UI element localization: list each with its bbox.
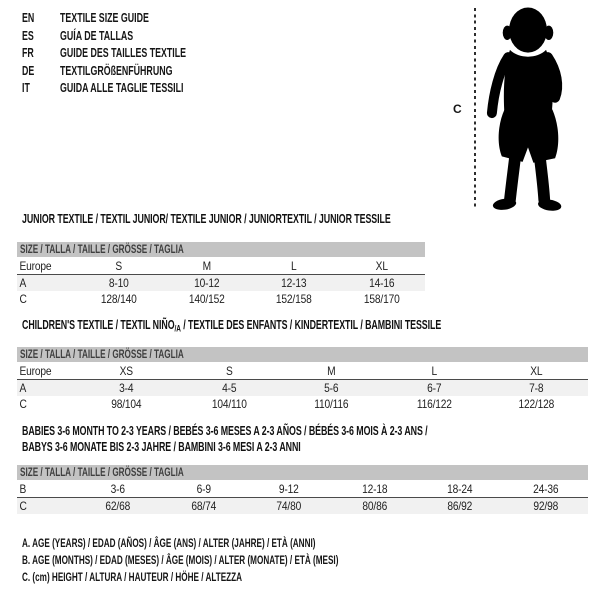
lang-title: GUIDE DES TAILLES TEXTILE	[60, 45, 187, 60]
table-cell: 5-6	[324, 381, 339, 395]
babies-table-rows	[17, 480, 588, 514]
table-cell: 24-36	[532, 481, 558, 496]
row-label: Europe	[19, 363, 52, 378]
table-cell: 7-8	[529, 381, 544, 395]
lang-row-de	[22, 62, 245, 80]
table-cell: M	[202, 258, 211, 273]
size-header-bar	[17, 347, 588, 362]
table-cell: S	[225, 363, 233, 378]
height-measure-dotted-line	[474, 8, 476, 209]
lang-row-it	[22, 79, 245, 97]
table-cell: XL	[375, 258, 388, 273]
row-label: Europe	[19, 258, 52, 273]
table-cell: 68/74	[190, 499, 216, 513]
row-label: A	[19, 276, 27, 290]
children-size-table	[17, 347, 588, 412]
lang-title: GUIDA ALLE TAGLIE TESSILI	[60, 80, 184, 95]
note-text: A. AGE (YEARS) / EDAD (AÑOS) / ÂGE (ANS) / ALTER (JAHRE) / ETÀ (ANNI)	[22, 536, 316, 550]
junior-section-heading: JUNIOR TEXTILE / TEXTIL JUNIOR/ TEXTILE JUNIOR / JUNIORTEXTIL / JUNIOR TESSILE	[22, 211, 391, 226]
table-cell: 6-7	[426, 381, 442, 395]
junior-table-rows	[17, 257, 425, 307]
table-row	[17, 498, 588, 514]
size-header-bar	[17, 465, 588, 480]
table-cell: 80/86	[361, 499, 387, 513]
row-label: A	[19, 381, 27, 395]
table-row	[17, 480, 588, 498]
table-cell: 12-13	[281, 276, 307, 290]
table-cell: 152/158	[275, 292, 312, 306]
babies-heading-line2: BABYS 3-6 MONATE BIS 2-3 JAHRE / BAMBINI 3-6 MESI A 2-3 ANNI	[22, 438, 301, 454]
table-cell: L	[431, 363, 437, 378]
height-measure-label: C	[453, 102, 462, 116]
table-cell: XL	[530, 363, 543, 378]
table-row	[17, 275, 425, 291]
row-label: B	[19, 481, 27, 496]
table-row	[17, 362, 588, 380]
table-cell: 10-12	[193, 276, 219, 290]
row-label: C	[19, 397, 27, 411]
table-row	[17, 257, 425, 275]
size-header-text: SIZE / TALLA / TAILLE / GRÖSSE / TAGLIA	[20, 347, 184, 361]
table-cell: 74/80	[276, 499, 302, 513]
children-table-rows	[17, 362, 588, 412]
children-heading-post: / TEXTILE DES ENFANTS / KINDERTEXTIL / BAMBINI TESSILE	[180, 317, 442, 332]
lang-row-es	[22, 27, 245, 45]
table-cell: 8-10	[108, 276, 129, 290]
table-cell: 62/68	[105, 499, 131, 513]
size-header-text: SIZE / TALLA / TAILLE / GRÖSSE / TAGLIA	[20, 242, 184, 256]
table-cell: XS	[119, 363, 133, 378]
lang-title: GUÍA DE TALLAS	[60, 27, 134, 43]
lang-code: FR	[22, 45, 34, 60]
table-cell: 158/170	[363, 292, 400, 306]
table-cell: M	[327, 363, 336, 378]
table-cell: S	[115, 258, 123, 273]
children-heading-pre: CHILDREN'S TEXTILE / TEXTIL NIÑO	[22, 317, 175, 332]
table-row	[17, 380, 588, 396]
table-cell: 3-6	[110, 481, 125, 496]
children-section-heading	[22, 317, 441, 335]
table-cell: 3-4	[119, 381, 134, 395]
table-cell: 98/104	[111, 397, 142, 411]
babies-size-table	[17, 465, 588, 514]
table-cell: 104/110	[211, 397, 247, 411]
babies-section-heading	[22, 423, 428, 454]
language-title-list	[22, 9, 245, 97]
lang-row-en	[22, 9, 245, 27]
size-header-bar	[17, 242, 425, 257]
table-cell: 128/140	[100, 292, 137, 306]
lang-title: TEXTILGRÖßENFÜHRUNG	[60, 62, 173, 78]
note-age-months	[22, 552, 487, 569]
toddler-silhouette-icon	[482, 3, 574, 216]
note-text: C. (cm) HEIGHT / ALTURA / HAUTEUR / HÖHE / ALTEZZA	[22, 570, 243, 584]
lang-code: ES	[22, 27, 34, 43]
table-cell: 86/92	[447, 499, 473, 513]
table-cell: 116/122	[416, 397, 452, 411]
table-cell: 9-12	[278, 481, 299, 496]
note-age-years	[22, 535, 487, 552]
table-cell: 18-24	[447, 481, 473, 496]
table-row	[17, 396, 588, 412]
lang-code: EN	[22, 10, 35, 25]
table-row	[17, 291, 425, 307]
note-height-cm	[22, 569, 487, 586]
table-cell: L	[290, 258, 297, 273]
junior-size-table	[17, 242, 425, 307]
size-header-text: SIZE / TALLA / TAILLE / GRÖSSE / TAGLIA	[20, 465, 184, 479]
row-label: C	[19, 499, 27, 513]
babies-heading-line1: BABIES 3-6 MONTH TO 2-3 YEARS / BEBÉS 3-6 MESES A 2-3 AÑOS / BÉBÉS 3-6 MOIS À 2-3 ANS /	[22, 423, 428, 438]
lang-code: DE	[22, 62, 35, 78]
table-cell: 122/128	[518, 397, 555, 411]
table-cell: 4-5	[221, 381, 237, 395]
row-label: C	[19, 292, 27, 306]
table-cell: 110/116	[314, 397, 349, 411]
legend-notes	[22, 535, 487, 586]
table-cell: 140/152	[188, 292, 225, 306]
table-cell: 6-9	[196, 481, 211, 496]
note-text: B. AGE (MONTHS) / EDAD (MESES) / ÂGE (MOIS) / ALTER (MONATE) / ETÀ (MESI)	[22, 553, 339, 567]
lang-title: TEXTILE SIZE GUIDE	[60, 10, 149, 25]
children-heading-subscript: /A	[174, 323, 181, 335]
lang-row-fr	[22, 44, 245, 62]
table-cell: 14-16	[368, 276, 394, 290]
table-cell: 12-18	[361, 481, 387, 496]
lang-code: IT	[22, 80, 30, 95]
table-cell: 92/98	[532, 499, 558, 513]
